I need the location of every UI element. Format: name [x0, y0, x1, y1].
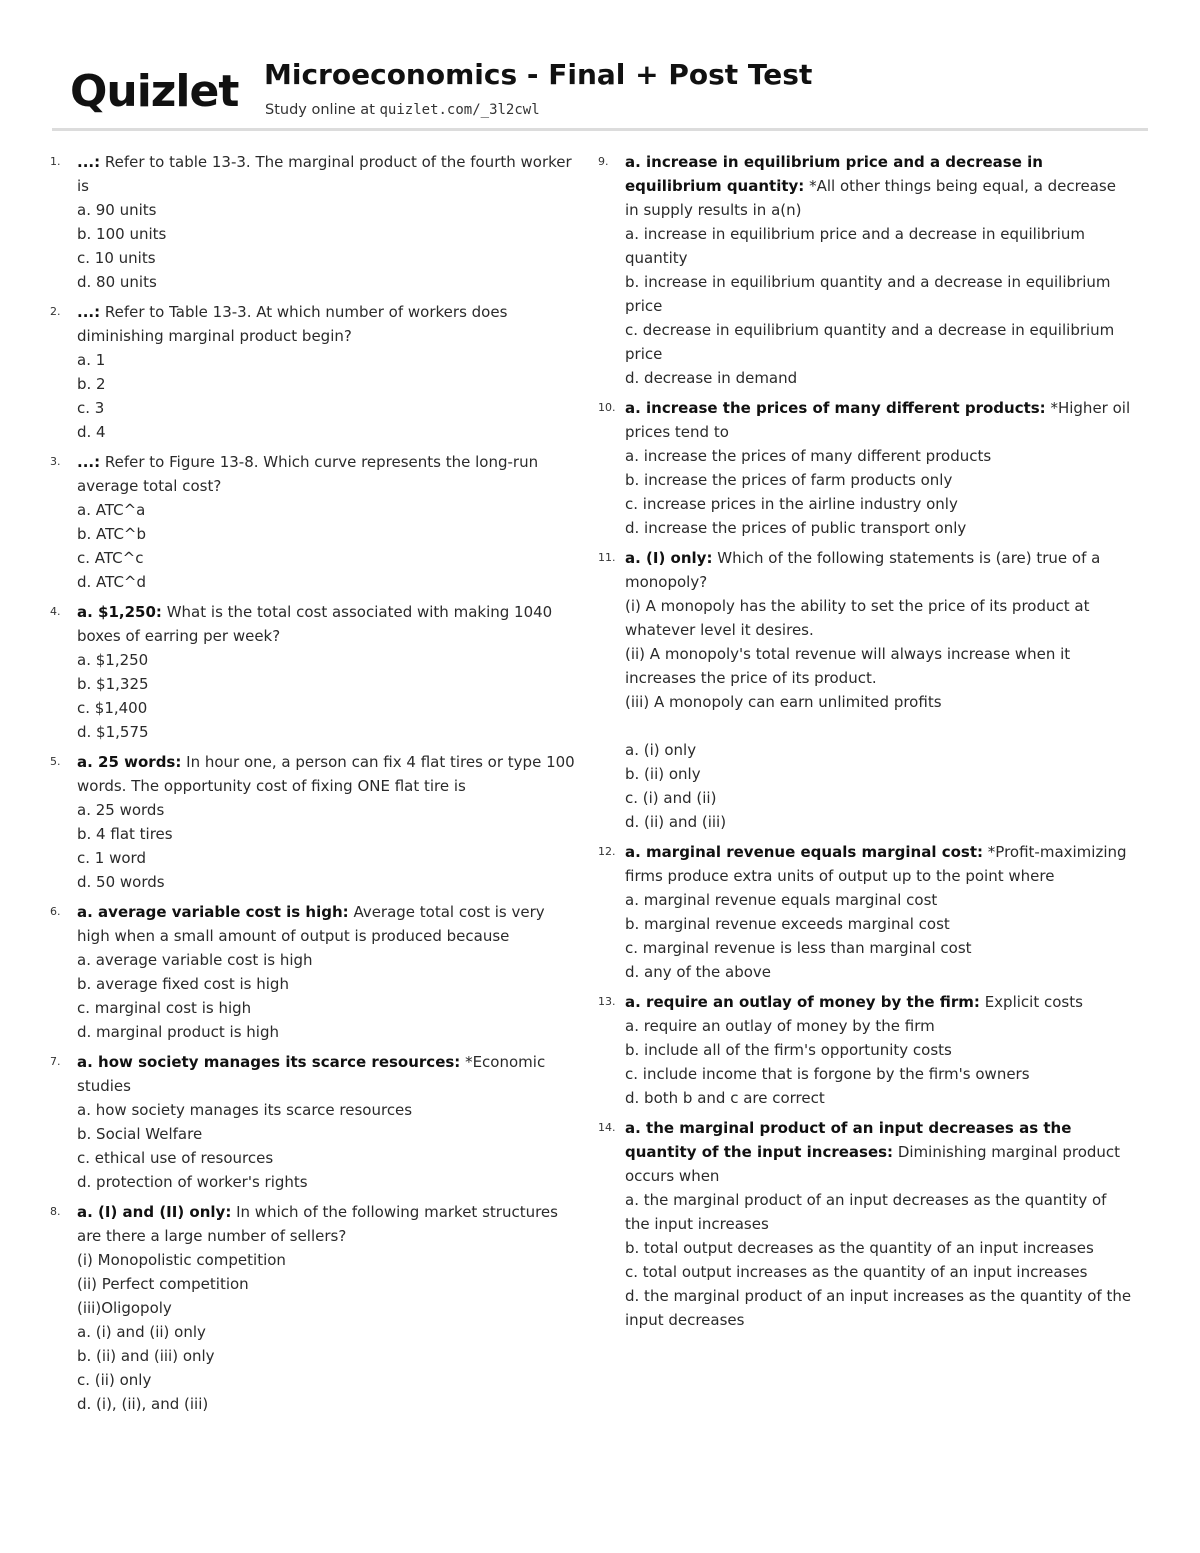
- question-text: *All other things being equal, a decrease in supply results in a(n): [625, 177, 1116, 219]
- option-line: c. (i) and (ii): [625, 789, 717, 807]
- question-item: [50, 600, 580, 744]
- study-prefix: Study online at: [265, 102, 380, 118]
- study-url-link[interactable]: quizlet.com/_3l2cwl: [379, 102, 540, 118]
- question-text: Refer to Figure 13-8. Which curve represents the long-run average total cost?: [77, 453, 539, 495]
- option-line: c. increase prices in the airline industry only: [625, 495, 958, 513]
- question-body: [625, 990, 1133, 1110]
- answer-term: a. the marginal product of an input decreases as the quantity of the input increases:: [625, 1119, 1072, 1161]
- question-item: [598, 1116, 1133, 1332]
- blank-line: [625, 714, 1133, 738]
- option-line: b. Social Welfare: [77, 1125, 203, 1143]
- option-line: c. ATC^c: [77, 549, 144, 567]
- answer-term: a. $1,250:: [77, 603, 162, 621]
- question-item: [598, 546, 1133, 834]
- option-line: a. the marginal product of an input decreases as the quantity of the input increases: [625, 1191, 1107, 1233]
- question-body: [77, 1200, 580, 1416]
- option-line: c. ethical use of resources: [77, 1149, 274, 1167]
- option-line: (i) A monopoly has the ability to set the price of its product at whatever level it desires.: [625, 597, 1090, 639]
- option-line: c. marginal revenue is less than marginal cost: [625, 939, 972, 957]
- question-number: 10.: [598, 401, 616, 414]
- question-body: [77, 750, 580, 894]
- answer-term: ...:: [77, 153, 101, 171]
- question-number: 9.: [598, 155, 609, 168]
- option-line: d. ATC^d: [77, 573, 147, 591]
- study-online-line: [265, 102, 540, 118]
- option-line: d. the marginal product of an input increases as the quantity of the input decreases: [625, 1287, 1132, 1329]
- question-number: 11.: [598, 551, 616, 564]
- option-line: c. 3: [77, 399, 105, 417]
- question-item: [50, 450, 580, 594]
- question-text: Which of the following statements is (are) true of a monopoly?: [625, 549, 1101, 591]
- question-text: Refer to table 13-3. The marginal product of the fourth worker is: [77, 153, 572, 195]
- question-item: [50, 1200, 580, 1416]
- option-line: c. 10 units: [77, 249, 156, 267]
- option-line: d. (ii) and (iii): [625, 813, 727, 831]
- question-number: 1.: [50, 155, 61, 168]
- page-header: [0, 0, 1200, 135]
- answer-term: a. how society manages its scarce resources:: [77, 1053, 461, 1071]
- option-line: b. average fixed cost is high: [77, 975, 289, 993]
- answer-term: ...:: [77, 453, 101, 471]
- option-line: d. marginal product is high: [77, 1023, 280, 1041]
- option-line: a. $1,250: [77, 651, 149, 669]
- answer-term: a. increase the prices of many different products:: [625, 399, 1046, 417]
- question-text: What is the total cost associated with making 1040 boxes of earring per week?: [77, 603, 553, 645]
- question-item: [598, 150, 1133, 390]
- option-line: c. include income that is forgone by the firm's owners: [625, 1065, 1030, 1083]
- question-number: 5.: [50, 755, 61, 768]
- option-line: a. require an outlay of money by the firm: [625, 1017, 935, 1035]
- option-line: d. protection of worker's rights: [77, 1173, 308, 1191]
- option-line: a. increase in equilibrium price and a decrease in equilibrium quantity: [625, 225, 1085, 267]
- question-number: 14.: [598, 1121, 616, 1134]
- option-line: (ii) A monopoly's total revenue will always increase when it increases the price of its product.: [625, 645, 1071, 687]
- answer-term: a. (I) and (II) only:: [77, 1203, 232, 1221]
- option-line: b. increase the prices of farm products only: [625, 471, 953, 489]
- option-line: a. average variable cost is high: [77, 951, 313, 969]
- question-number: 2.: [50, 305, 61, 318]
- question-number: 8.: [50, 1205, 61, 1218]
- answer-term: ...:: [77, 303, 101, 321]
- question-text: *Economic studies: [77, 1053, 546, 1095]
- left-column: [50, 150, 580, 1422]
- question-body: [625, 840, 1133, 984]
- question-item: [50, 300, 580, 444]
- answer-term: a. 25 words:: [77, 753, 182, 771]
- question-body: [625, 396, 1133, 540]
- question-text: Diminishing marginal product occurs when: [625, 1143, 1121, 1185]
- option-line: a. 90 units: [77, 201, 157, 219]
- option-line: d. decrease in demand: [625, 369, 798, 387]
- question-item: [50, 150, 580, 294]
- option-line: a. 25 words: [77, 801, 165, 819]
- option-line: a. (i) and (ii) only: [77, 1323, 206, 1341]
- question-number: 4.: [50, 605, 61, 618]
- option-line: b. include all of the firm's opportunity costs: [625, 1041, 952, 1059]
- question-text: *Higher oil prices tend to: [625, 399, 1131, 441]
- question-text: Refer to Table 13-3. At which number of workers does diminishing marginal product begin?: [77, 303, 508, 345]
- option-line: b. (ii) only: [625, 765, 701, 783]
- question-text: Explicit costs: [984, 993, 1083, 1011]
- option-line: c. $1,400: [77, 699, 148, 717]
- right-column: [598, 150, 1133, 1338]
- option-line: d. $1,575: [77, 723, 149, 741]
- option-line: b. increase in equilibrium quantity and a decrease in equilibrium price: [625, 273, 1111, 315]
- question-body: [77, 300, 580, 444]
- option-line: b. total output decreases as the quantity of an input increases: [625, 1239, 1094, 1257]
- question-item: [50, 900, 580, 1044]
- question-body: [625, 1116, 1133, 1332]
- question-item: [598, 840, 1133, 984]
- question-item: [50, 1050, 580, 1194]
- question-number: 13.: [598, 995, 616, 1008]
- question-body: [77, 450, 580, 594]
- question-text: Average total cost is very high when a small amount of output is produced because: [77, 903, 545, 945]
- option-line: b. 2: [77, 375, 106, 393]
- option-line: d. (i), (ii), and (iii): [77, 1395, 209, 1413]
- option-line: c. total output increases as the quantity of an input increases: [625, 1263, 1088, 1281]
- option-line: d. increase the prices of public transport only: [625, 519, 967, 537]
- question-item: [50, 750, 580, 894]
- option-line: d. 50 words: [77, 873, 165, 891]
- question-number: 3.: [50, 455, 61, 468]
- option-line: (iii) A monopoly can earn unlimited profits: [625, 693, 942, 711]
- option-line: c. 1 word: [77, 849, 146, 867]
- option-line: d. 4: [77, 423, 106, 441]
- question-item: [598, 990, 1133, 1110]
- option-line: b. ATC^b: [77, 525, 147, 543]
- question-number: 12.: [598, 845, 616, 858]
- question-number: 6.: [50, 905, 61, 918]
- option-line: c. marginal cost is high: [77, 999, 252, 1017]
- question-item: [598, 396, 1133, 540]
- question-body: [625, 546, 1133, 834]
- answer-term: a. marginal revenue equals marginal cost:: [625, 843, 984, 861]
- option-line: a. (i) only: [625, 741, 697, 759]
- answer-term: a. require an outlay of money by the firm:: [625, 993, 980, 1011]
- option-line: c. decrease in equilibrium quantity and a decrease in equilibrium price: [625, 321, 1115, 363]
- question-body: [625, 150, 1133, 390]
- answer-term: a. increase in equilibrium price and a decrease in equilibrium quantity:: [625, 153, 1043, 195]
- option-line: d. 80 units: [77, 273, 157, 291]
- option-line: b. marginal revenue exceeds marginal cost: [625, 915, 950, 933]
- header-divider: [52, 128, 1148, 131]
- question-text: In which of the following market structures are there a large number of sellers?: [77, 1203, 558, 1245]
- option-line: b. (ii) and (iii) only: [77, 1347, 215, 1365]
- option-line: d. both b and c are correct: [625, 1089, 825, 1107]
- option-line: a. how society manages its scarce resources: [77, 1101, 413, 1119]
- option-line: b. $1,325: [77, 675, 149, 693]
- question-text: In hour one, a person can fix 4 flat tires or type 100 words. The opportunity cost of fixing ONE flat tire is: [77, 753, 575, 795]
- page-title: Microeconomics - Final + Post Test: [264, 58, 813, 91]
- answer-term: a. average variable cost is high:: [77, 903, 349, 921]
- option-line: b. 4 flat tires: [77, 825, 173, 843]
- question-text: *Profit-maximizing firms produce extra units of output up to the point where: [625, 843, 1127, 885]
- question-body: [77, 600, 580, 744]
- answer-term: a. (I) only:: [625, 549, 713, 567]
- option-line: a. marginal revenue equals marginal cost: [625, 891, 938, 909]
- option-line: (iii)Oligopoly: [77, 1299, 172, 1317]
- option-line: a. 1: [77, 351, 106, 369]
- option-line: a. ATC^a: [77, 501, 146, 519]
- option-line: (i) Monopolistic competition: [77, 1251, 286, 1269]
- question-body: [77, 900, 580, 1044]
- question-number: 7.: [50, 1055, 61, 1068]
- option-line: c. (ii) only: [77, 1371, 152, 1389]
- question-body: [77, 1050, 580, 1194]
- option-line: d. any of the above: [625, 963, 772, 981]
- option-line: a. increase the prices of many different products: [625, 447, 992, 465]
- option-line: (ii) Perfect competition: [77, 1275, 249, 1293]
- quizlet-logo[interactable]: Quizlet: [70, 66, 239, 117]
- option-line: b. 100 units: [77, 225, 167, 243]
- question-body: [77, 150, 580, 294]
